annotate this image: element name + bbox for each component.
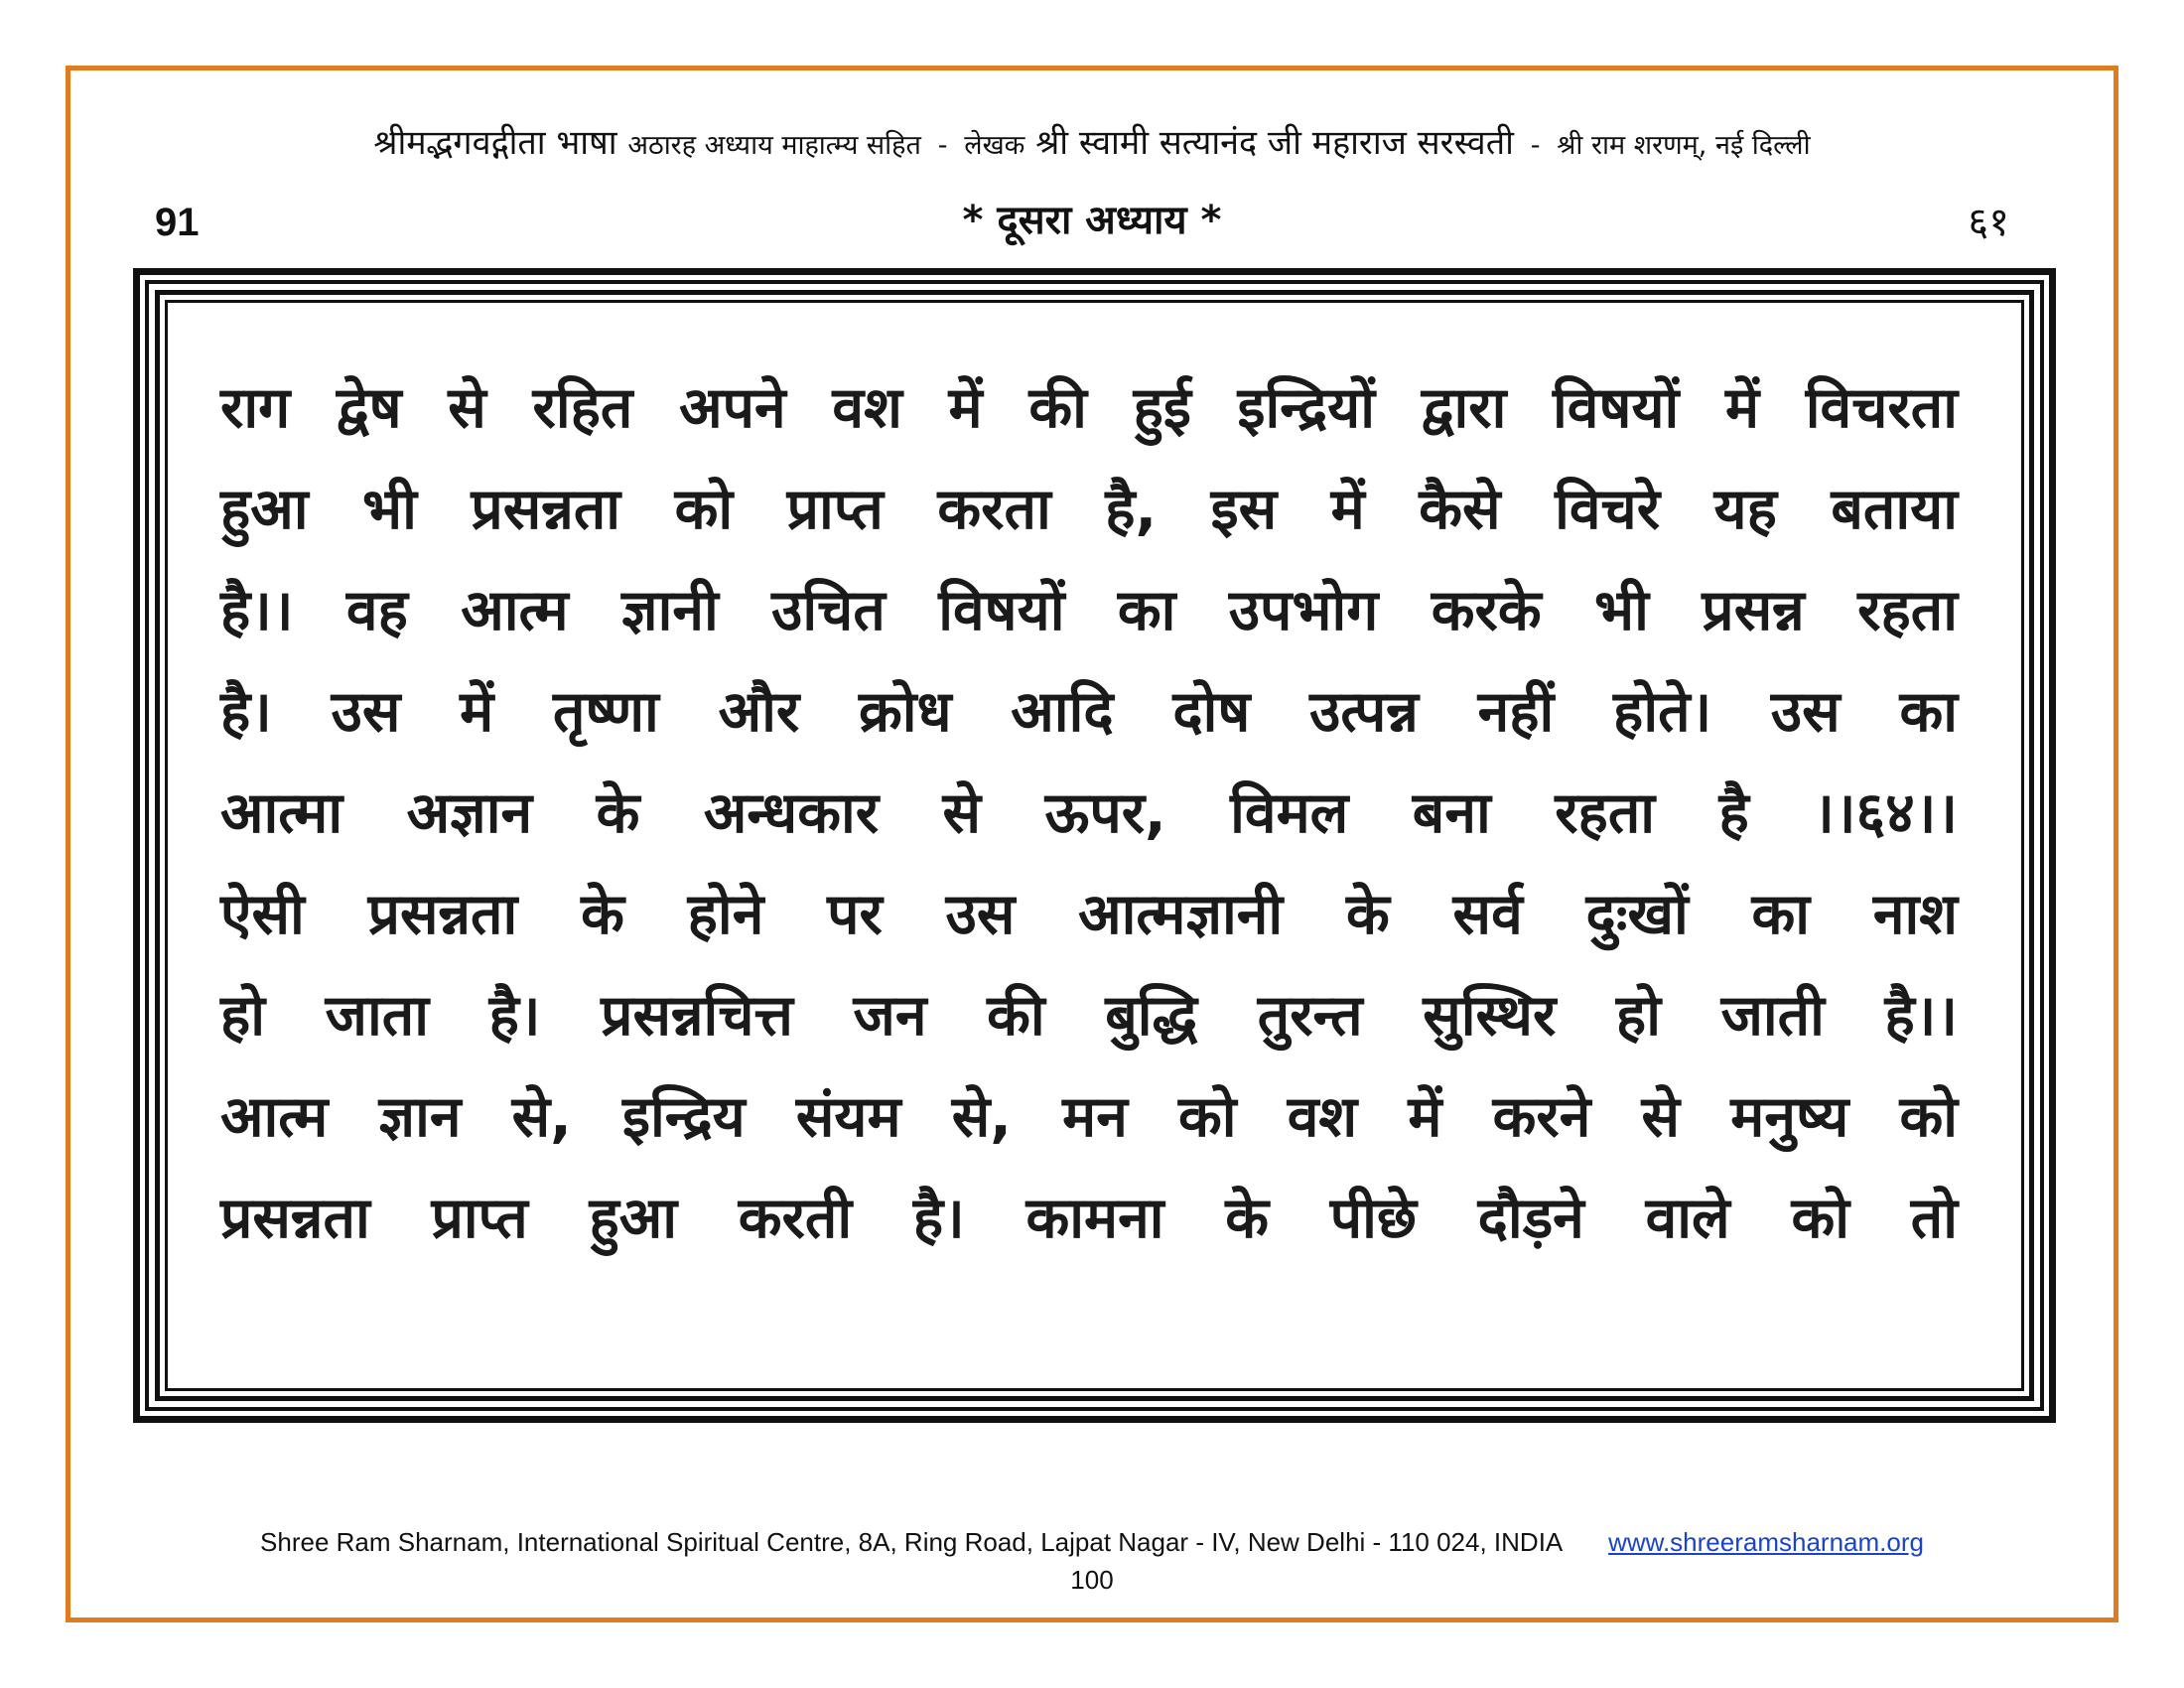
text-line: राग द्वेष से रहित अपने वश में की हुई इन्द्रियों द्वारा विषयों में विचरता bbox=[220, 375, 1958, 441]
footer-address: Shree Ram Sharnam, International Spiritual Centre, 8A, Ring Road, Lajpat Nagar - IV, New Delhi - 110 024, INDIA bbox=[260, 1527, 1562, 1557]
book-subtitle: अठारह अध्याय माहात्म्य सहित bbox=[627, 130, 921, 161]
text-line: है।। वह आत्म ज्ञानी उचित विषयों का उपभोग करके भी प्रसन्न रहता bbox=[220, 578, 1958, 643]
footer-page-number: 100 bbox=[1070, 1565, 1114, 1595]
verse-commentary bbox=[220, 357, 1958, 1269]
text-line: है। उस में तृष्णा और क्रोध आदि दोष उत्पन्न नहीं होते। उस का bbox=[220, 679, 1958, 745]
header-separator: - bbox=[937, 130, 948, 161]
page-subheader bbox=[0, 193, 2184, 252]
chapter-title: * दूसरा अध्याय * bbox=[962, 198, 1222, 243]
website-link[interactable]: www.shreeramsharnam.org bbox=[1608, 1527, 1924, 1557]
page-number-left: 91 bbox=[155, 201, 200, 244]
text-line: प्रसन्नता प्राप्त हुआ करती है। कामना के पीछे दौड़ने वाले को तो bbox=[220, 1186, 1958, 1251]
author-name: श्री स्वामी सत्यानंद जी महाराज सरस्वती bbox=[1035, 123, 1514, 163]
text-line: ऐसी प्रसन्नता के होने पर उस आत्मज्ञानी के सर्व दुःखों का नाश bbox=[220, 882, 1958, 947]
text-line: हो जाता है। प्रसन्नचित्त जन की बुद्धि तुरन्त सुस्थिर हो जाती है।। bbox=[220, 983, 1958, 1049]
book-title: श्रीमद्भगवद्गीता भाषा bbox=[373, 123, 617, 163]
page-header bbox=[66, 121, 2118, 168]
page-number-right: ६१ bbox=[1968, 200, 2009, 245]
publisher: श्री राम शरणम्, नई दिल्ली bbox=[1557, 130, 1811, 161]
author-label: लेखक bbox=[964, 130, 1025, 161]
text-line: आत्मा अज्ञान के अन्धकार से ऊपर, विमल बना रहता है ।।६४।। bbox=[220, 780, 1958, 846]
text-line: आत्म ज्ञान से, इन्द्रिय संयम से, मन को वश में करने से मनुष्य को bbox=[220, 1084, 1958, 1150]
footer bbox=[0, 1525, 2184, 1559]
text-line: हुआ भी प्रसन्नता को प्राप्त करता है, इस में कैसे विचरे यह बताया bbox=[220, 477, 1958, 542]
header-separator-2: - bbox=[1530, 130, 1541, 161]
